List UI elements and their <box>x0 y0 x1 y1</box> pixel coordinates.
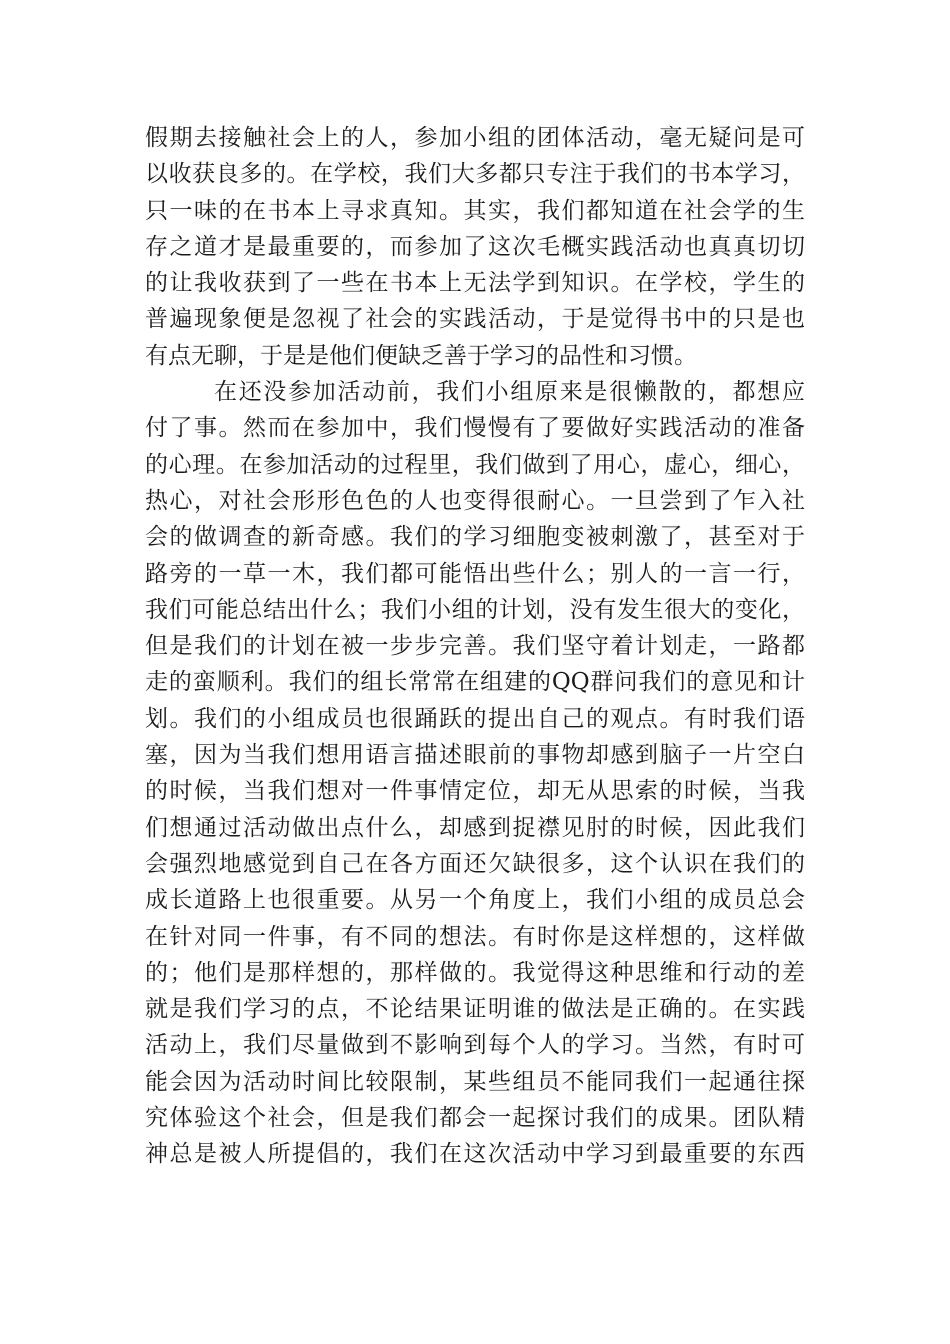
text-line: 能会因为活动时间比较限制，某些组员不能同我们一起通往探 <box>145 1068 805 1095</box>
text-line: 走的蛮顺利。我们的组长常常在组建的QQ群问我们的意见和计 <box>145 669 805 696</box>
text-line <box>145 1173 805 1209</box>
text-line: 普遍现象便是忽视了社会的实践活动，于是觉得书中的只是也 <box>145 306 805 333</box>
text-line: 有点无聊，于是是他们便缺乏善于学习的品性和习惯。 <box>145 342 697 369</box>
text-line: 划。我们的小组成员也很踊跃的提出自己的观点。有时我们语 <box>145 705 805 732</box>
paragraph <box>145 374 805 1209</box>
text-line: 神总是被人所提倡的，我们在这次活动中学习到最重要的东西 <box>145 1141 805 1168</box>
text-line: 的让我收获到了一些在书本上无法学到知识。在学校，学生的 <box>145 270 805 297</box>
text-line: 在还没参加活动前，我们小组原来是很懒散的，都想应 <box>214 379 805 406</box>
text-line: 的心理。在参加活动的过程里，我们做到了用心，虚心，细心， <box>145 451 805 478</box>
text-line: 究体验这个社会，但是我们都会一起探讨我们的成果。团队精 <box>145 1105 805 1132</box>
text-line: 们想通过活动做出点什么，却感到捉襟见肘的时候，因此我们 <box>145 814 805 841</box>
text-line: 假期去接触社会上的人，参加小组的团体活动，毫无疑问是可 <box>145 125 805 151</box>
text-line: 会强烈地感觉到自己在各方面还欠缺很多，这个认识在我们的 <box>145 850 805 877</box>
text-line: 路旁的一草一木，我们都可能悟出些什么；别人的一言一行， <box>145 560 805 587</box>
text-line: 以收获良多的。在学校，我们大多都只专注于我们的书本学习， <box>145 161 805 188</box>
text-line: 成长道路上也很重要。从另一个角度上，我们小组的成员总会 <box>145 887 805 914</box>
text-line: 活动上，我们尽量做到不影响到每个人的学习。当然，有时可 <box>145 1032 805 1059</box>
text-line: 存之道才是最重要的，而参加了这次毛概实践活动也真真切切 <box>145 233 805 260</box>
document-body <box>145 120 805 1209</box>
paragraph <box>145 120 805 374</box>
text-line: 热心，对社会形形色色的人也变得很耐心。一旦尝到了乍入社 <box>145 487 805 514</box>
text-line: 就是我们学习的点，不论结果证明谁的做法是正确的。在实践 <box>145 996 805 1023</box>
text-line: 付了事。然而在参加中，我们慢慢有了要做好实践活动的准备 <box>145 415 805 442</box>
text-line: 但是我们的计划在被一步步完善。我们坚守着计划走，一路都 <box>145 633 805 660</box>
text-line: 的；他们是那样想的，那样做的。我觉得这种思维和行动的差 <box>145 959 805 986</box>
text-line: 在针对同一件事，有不同的想法。有时你是这样想的，这样做 <box>145 923 805 950</box>
text-line: 塞，因为当我们想用语言描述眼前的事物却感到脑子一片空白 <box>145 742 805 769</box>
text-line: 会的做调查的新奇感。我们的学习细胞变被刺激了，甚至对于 <box>145 524 805 551</box>
text-line: 的时候，当我们想对一件事情定位，却无从思索的时候，当我 <box>145 778 805 805</box>
text-line: 我们可能总结出什么；我们小组的计划，没有发生很大的变化， <box>145 596 805 623</box>
text-line: 只一味的在书本上寻求真知。其实，我们都知道在社会学的生 <box>145 197 805 224</box>
